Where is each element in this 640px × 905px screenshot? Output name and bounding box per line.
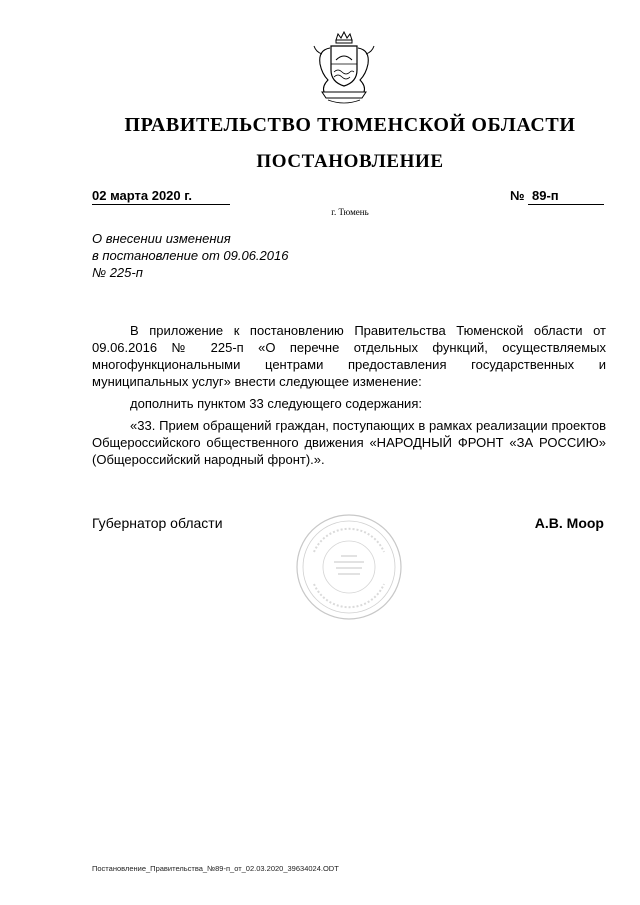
body-paragraph: дополнить пунктом 33 следующего содержания: [130,396,422,411]
document-date: 02 марта 2020 г. [92,188,230,205]
organization-title: ПРАВИТЕЛЬСТВО ТЮМЕНСКОЙ ОБЛАСТИ [124,114,576,136]
subject-line: О внесении изменения [92,231,231,246]
subject-line: в постановление от 09.06.2016 [92,248,289,263]
document-type-title: ПОСТАНОВЛЕНИЕ [256,151,444,172]
body-paragraph: «33. Прием обращений граждан, поступающих в рамках реализации проектов Общероссийского общественного движения «НАРОДНЫЙ ФРОНТ «ЗА РОССИЮ» (Общероссийский народный фронт).». [92,418,606,467]
file-name-footer: Постановление_Правительства_№89-п_от_02.03.2020_39634024.ODT [92,864,339,873]
official-seal-icon [294,512,404,622]
subject-block [92,230,288,281]
signatory-name: А.В. Моор [534,515,604,531]
number-value: 89-п [528,188,604,205]
number-sign: № [510,188,525,203]
document-number [510,188,604,205]
document-body [92,322,606,468]
coat-of-arms-icon [308,30,380,110]
city-label: г. Тюмень [331,207,369,217]
signatory-title: Губернатор области [92,515,223,531]
body-paragraph: В приложение к постановлению Правительства Тюменской области от 09.06.2016 № 225-п «О перечне отдельных функций, осуществляемых многофункциональными центрами предоставления государственных и муниципальных услуг» внести следующее изменение: [92,323,606,389]
subject-line: № 225-п [92,265,143,280]
